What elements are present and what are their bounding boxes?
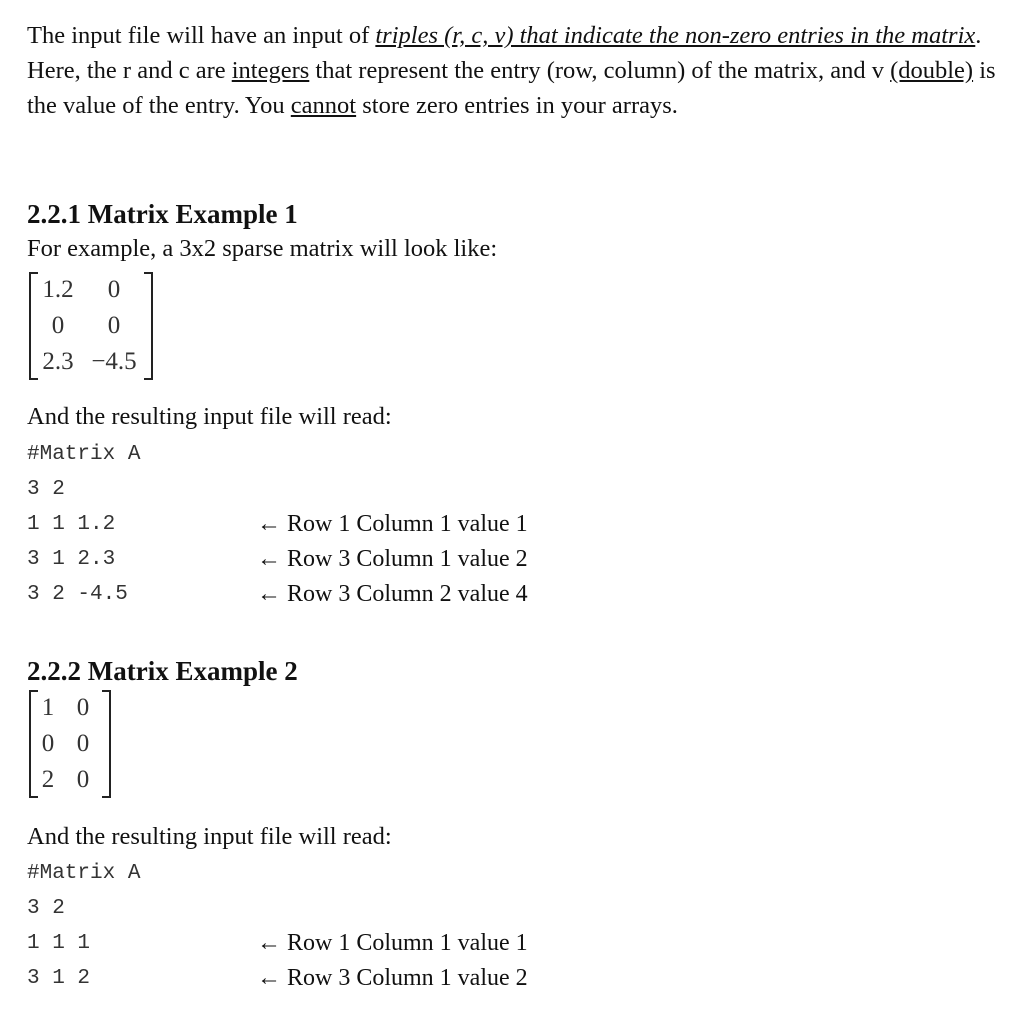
matrix-right-bracket <box>144 272 153 380</box>
matrix-cell: 2 <box>41 766 55 793</box>
example1-section <box>27 197 1002 617</box>
matrix-right-bracket <box>102 690 111 798</box>
intro-text-7: is the value of the entry. You <box>27 57 996 119</box>
example1-file-listing <box>27 437 1002 617</box>
matrix-cell: 0 <box>76 766 90 793</box>
matrix-cell: 0 <box>41 730 55 757</box>
file-line: 3 1 2.3 <box>27 548 116 571</box>
document-page <box>27 18 1002 991</box>
intro-paragraph <box>27 18 1002 123</box>
file-line-annotation: ← Row 3 Column 1 value 2 <box>257 546 528 572</box>
matrix-left-bracket <box>29 690 38 798</box>
intro-text-3: . Here, the r and c are <box>27 22 982 84</box>
example2-file-intro: And the resulting input file will read: <box>27 823 392 850</box>
matrix-cell: 0 <box>76 730 90 757</box>
file-line-annotation: ← Row 3 Column 1 value 2 <box>257 965 528 991</box>
example1-matrix <box>29 272 153 380</box>
file-line-annotation: ← Row 1 Column 1 value 1 <box>257 930 528 956</box>
file-line: 3 1 2 <box>27 967 91 990</box>
file-line: #Matrix A <box>27 862 141 885</box>
matrix-cell: 0 <box>76 694 90 721</box>
intro-text-9: store zero entries in your arrays. <box>356 92 678 119</box>
file-line: 1 1 1.2 <box>27 513 116 536</box>
matrix-row <box>35 272 147 308</box>
matrix-cell: 0 <box>51 312 65 339</box>
example1-matrix-grid <box>35 272 147 380</box>
matrix-row <box>35 726 105 762</box>
example2-file-listing <box>27 856 1002 1001</box>
example2-matrix-grid <box>35 690 105 798</box>
matrix-cell: 0 <box>107 276 121 303</box>
matrix-row <box>35 690 105 726</box>
intro-double-emphasis: (double) <box>890 57 974 84</box>
example2-section <box>27 654 1002 1001</box>
intro-triples-emphasis: triples (r, c, v) that indicate the non-zero entries in the matrix <box>375 22 976 49</box>
file-line: 3 2 <box>27 897 65 920</box>
intro-text-1: The input file will have an input of <box>27 22 376 49</box>
matrix-cell: −4.5 <box>91 348 137 375</box>
matrix-left-bracket <box>29 272 38 380</box>
file-line: 1 1 1 <box>27 932 91 955</box>
intro-cannot-emphasis: cannot <box>290 92 357 119</box>
file-line-annotation: ← Row 3 Column 2 value 4 <box>257 581 528 607</box>
example1-description: For example, a 3x2 sparse matrix will look like: <box>27 235 498 262</box>
intro-text-5: that represent the entry (row, column) of the matrix, and v <box>309 57 891 84</box>
example1-heading: 2.2.1 Matrix Example 1 <box>27 199 298 229</box>
example1-file-intro: And the resulting input file will read: <box>27 403 392 430</box>
example2-matrix <box>29 690 111 798</box>
matrix-row <box>35 762 105 798</box>
matrix-row <box>35 344 147 380</box>
file-line: 3 2 <box>27 478 65 501</box>
file-line: 3 2 -4.5 <box>27 583 128 606</box>
matrix-row <box>35 308 147 344</box>
matrix-cell: 1 <box>41 694 55 721</box>
example2-heading: 2.2.2 Matrix Example 2 <box>27 656 298 686</box>
file-line-annotation: ← Row 1 Column 1 value 1 <box>257 511 528 537</box>
matrix-cell: 0 <box>107 312 121 339</box>
matrix-cell: 2.3 <box>42 348 74 375</box>
intro-integers-emphasis: integers <box>231 57 310 84</box>
file-line: #Matrix A <box>27 443 141 466</box>
matrix-cell: 1.2 <box>42 276 74 303</box>
